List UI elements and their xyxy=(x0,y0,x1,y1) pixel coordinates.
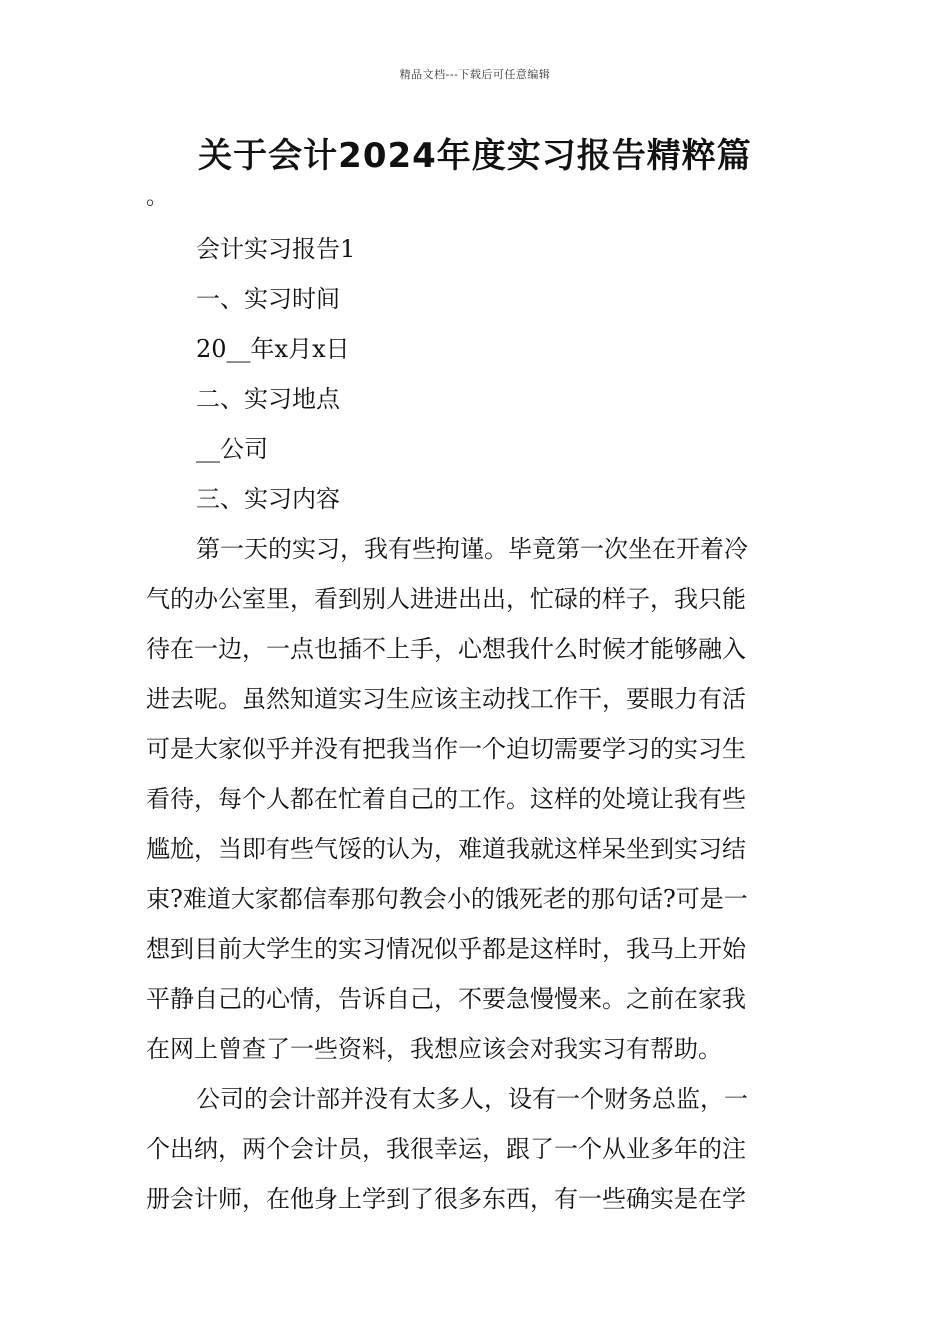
paragraph-first-day xyxy=(146,524,806,1074)
document-title: 关于会计2024年度实习报告精粹篇 xyxy=(198,136,752,176)
paragraph-line: 在网上曾查了一些资料，我想应该会对我实习有帮助。 xyxy=(146,1035,722,1063)
paragraph-line: 尴尬，当即有些气馁的认为，难道我就这样呆坐到实习结 xyxy=(146,835,746,863)
internship-company: __公司 xyxy=(196,435,268,463)
paragraph-line: 待在一边，一点也插不上手，心想我什么时候才能够融入 xyxy=(146,635,746,663)
section-heading-report: 会计实习报告1 xyxy=(196,235,356,263)
document-body xyxy=(146,224,806,1224)
paragraph-line: 第一天的实习，我有些拘谨。毕竟第一次坐在开着冷 xyxy=(196,535,748,563)
punctuation-mark: 。 xyxy=(146,185,169,210)
paragraph-line: 想到目前大学生的实习情况似乎都是这样时，我马上开始 xyxy=(146,935,746,963)
header-note: 精品文档---下载后可任意编辑 xyxy=(399,68,551,81)
paragraph-line: 看待，每个人都在忙着自己的工作。这样的处境让我有些 xyxy=(146,785,746,813)
paragraph-line: 个出纳，两个会计员，我很幸运，跟了一个从业多年的注 xyxy=(146,1135,746,1163)
paragraph-line: 束?难道大家都信奉那句教会小的饿死老的那句话?可是一 xyxy=(146,885,748,913)
paragraph-line: 公司的会计部并没有太多人，设有一个财务总监，一 xyxy=(196,1085,748,1113)
internship-date: 20__年x月x日 xyxy=(196,335,350,363)
section-heading-time: 一、实习时间 xyxy=(196,285,340,313)
section-heading-content: 三、实习内容 xyxy=(196,485,340,513)
paragraph-line: 进去呢。虽然知道实习生应该主动找工作干，要眼力有活 xyxy=(146,685,746,713)
paragraph-line: 平静自己的心情，告诉自己，不要急慢慢来。之前在家我 xyxy=(146,985,746,1013)
paragraph-line: 可是大家似乎并没有把我当作一个迫切需要学习的实习生 xyxy=(146,735,746,763)
paragraph-accounting-dept xyxy=(146,1074,806,1224)
paragraph-line: 册会计师，在他身上学到了很多东西，有一些确实是在学 xyxy=(146,1185,746,1213)
section-heading-place: 二、实习地点 xyxy=(196,385,340,413)
paragraph-line: 气的办公室里，看到别人进进出出，忙碌的样子，我只能 xyxy=(146,585,746,613)
